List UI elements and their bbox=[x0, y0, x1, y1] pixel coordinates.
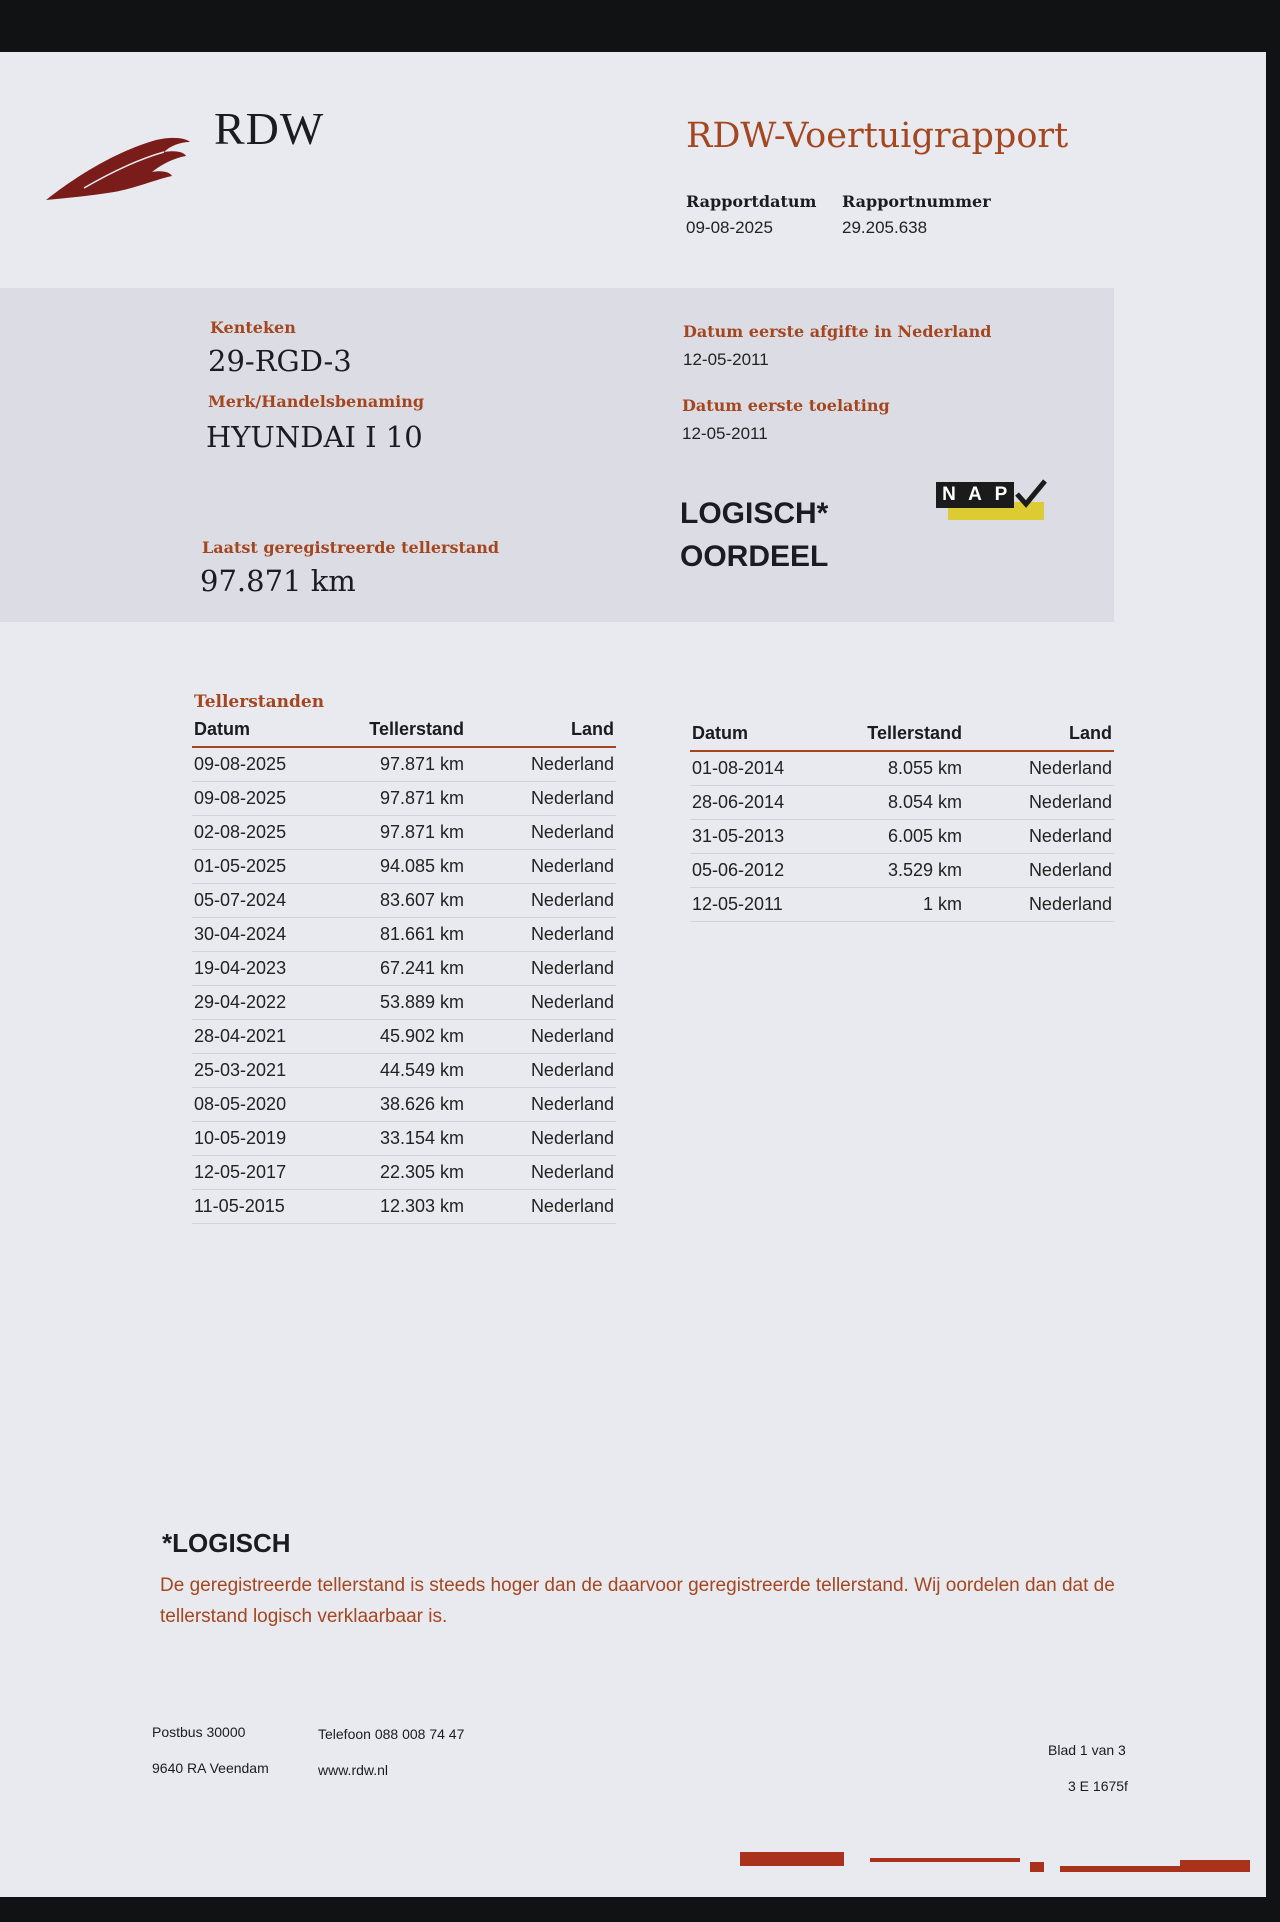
make-label: Merk/Handelsbenaming bbox=[208, 392, 425, 411]
logisch-title-text: LOGISCH bbox=[172, 1528, 291, 1558]
cell-km: 12.303 km bbox=[344, 1190, 464, 1224]
table-row bbox=[690, 854, 1114, 888]
cell-km: 97.871 km bbox=[344, 816, 464, 850]
cell-km: 8.054 km bbox=[842, 786, 962, 820]
cell-country: Nederland bbox=[962, 820, 1114, 854]
cell-country: Nederland bbox=[464, 986, 616, 1020]
verdict-line-2: OORDEEL bbox=[680, 540, 829, 573]
footer-city: 9640 RA Veendam bbox=[152, 1760, 269, 1776]
table-row bbox=[192, 1054, 616, 1088]
table-row bbox=[192, 1088, 616, 1122]
header-country: Land bbox=[962, 720, 1114, 751]
header-date: Datum bbox=[690, 720, 842, 751]
logisch-explanation: De geregistreerde tellerstand is steeds hoger dan de daarvoor geregistreerde tellerstand. Wij oordelen dan dat de tellerstand logisch verklaarbaar is. bbox=[160, 1575, 1115, 1627]
cell-date: 09-08-2025 bbox=[192, 747, 344, 782]
cell-km: 38.626 km bbox=[344, 1088, 464, 1122]
readings-title: Tellerstanden bbox=[194, 692, 325, 712]
nap-letter-a: A bbox=[962, 482, 988, 508]
cell-date: 25-03-2021 bbox=[192, 1054, 344, 1088]
brand-name: RDW bbox=[214, 103, 325, 154]
header-km: Tellerstand bbox=[344, 716, 464, 747]
cell-km: 45.902 km bbox=[344, 1020, 464, 1054]
footer-code: 3 E 1675f bbox=[1068, 1778, 1128, 1794]
plate-value: 29-RGD-3 bbox=[208, 344, 352, 378]
cell-country: Nederland bbox=[464, 816, 616, 850]
cell-km: 97.871 km bbox=[344, 782, 464, 816]
table-row bbox=[192, 850, 616, 884]
table-row bbox=[690, 751, 1114, 786]
odometer-value: 97.871 km bbox=[200, 564, 356, 598]
cell-km: 44.549 km bbox=[344, 1054, 464, 1088]
cell-km: 81.661 km bbox=[344, 918, 464, 952]
logisch-title: *LOGISCH bbox=[162, 1528, 291, 1558]
cell-date: 29-04-2022 bbox=[192, 986, 344, 1020]
footer-page-number: Blad 1 van 3 bbox=[1048, 1742, 1126, 1758]
cell-country: Nederland bbox=[464, 884, 616, 918]
cell-km: 1 km bbox=[842, 888, 962, 922]
table-row bbox=[192, 1020, 616, 1054]
header-km: Tellerstand bbox=[842, 720, 962, 751]
table-row bbox=[192, 884, 616, 918]
cell-date: 31-05-2013 bbox=[690, 820, 842, 854]
header-country: Land bbox=[464, 716, 616, 747]
report-date-value: 09-08-2025 bbox=[686, 218, 773, 237]
cell-date: 05-07-2024 bbox=[192, 884, 344, 918]
cell-date: 28-06-2014 bbox=[690, 786, 842, 820]
table-row bbox=[690, 820, 1114, 854]
cell-km: 83.607 km bbox=[344, 884, 464, 918]
cell-date: 02-08-2025 bbox=[192, 816, 344, 850]
report-date-label: Rapportdatum bbox=[686, 192, 817, 211]
cell-date: 12-05-2017 bbox=[192, 1156, 344, 1190]
cell-date: 05-06-2012 bbox=[690, 854, 842, 888]
first-nl-label: Datum eerste afgifte in Nederland bbox=[683, 322, 992, 341]
nap-letter-p: P bbox=[988, 482, 1014, 508]
table-header-row bbox=[192, 716, 616, 747]
cell-date: 19-04-2023 bbox=[192, 952, 344, 986]
table-header-row bbox=[690, 720, 1114, 751]
cell-km: 22.305 km bbox=[344, 1156, 464, 1190]
cell-date: 01-08-2014 bbox=[690, 751, 842, 786]
report-number-label: Rapportnummer bbox=[842, 192, 991, 211]
cell-date: 08-05-2020 bbox=[192, 1088, 344, 1122]
table-row bbox=[192, 1190, 616, 1224]
cell-km: 94.085 km bbox=[344, 850, 464, 884]
footer-stripe-2 bbox=[870, 1858, 1020, 1862]
rdw-feather-logo-icon bbox=[44, 130, 194, 206]
verdict-line-1: LOGISCH* bbox=[680, 497, 829, 530]
cell-country: Nederland bbox=[962, 786, 1114, 820]
cell-country: Nederland bbox=[464, 1190, 616, 1224]
cell-km: 3.529 km bbox=[842, 854, 962, 888]
table-row bbox=[192, 816, 616, 850]
make-value: HYUNDAI I 10 bbox=[206, 420, 423, 454]
cell-km: 8.055 km bbox=[842, 751, 962, 786]
first-admission-label: Datum eerste toelating bbox=[682, 396, 890, 415]
footer-postbus: Postbus 30000 bbox=[152, 1724, 246, 1740]
cell-country: Nederland bbox=[464, 1088, 616, 1122]
nap-keurmerk bbox=[936, 482, 1050, 524]
cell-country: Nederland bbox=[962, 751, 1114, 786]
footer-web[interactable]: www.rdw.nl bbox=[318, 1762, 389, 1778]
cell-country: Nederland bbox=[464, 952, 616, 986]
cell-km: 33.154 km bbox=[344, 1122, 464, 1156]
report-page bbox=[0, 52, 1266, 1897]
footer-phone: Telefoon 088 008 74 47 bbox=[318, 1726, 465, 1742]
cell-date: 11-05-2015 bbox=[192, 1190, 344, 1224]
report-number-value: 29.205.638 bbox=[842, 218, 928, 237]
report-title: RDW-Voertuigrapport bbox=[686, 116, 1069, 156]
verdict bbox=[680, 492, 828, 578]
table-row bbox=[690, 888, 1114, 922]
cell-km: 97.871 km bbox=[344, 747, 464, 782]
table-row bbox=[192, 747, 616, 782]
table-row bbox=[192, 1122, 616, 1156]
cell-date: 12-05-2011 bbox=[690, 888, 842, 922]
table-row bbox=[192, 918, 616, 952]
nap-letter-n: N bbox=[936, 482, 962, 508]
cell-country: Nederland bbox=[464, 918, 616, 952]
cell-country: Nederland bbox=[962, 888, 1114, 922]
cell-date: 09-08-2025 bbox=[192, 782, 344, 816]
cell-country: Nederland bbox=[464, 782, 616, 816]
table-row bbox=[192, 1156, 616, 1190]
check-icon bbox=[1014, 478, 1048, 510]
table-row bbox=[192, 952, 616, 986]
cell-country: Nederland bbox=[464, 1054, 616, 1088]
readings-table-left bbox=[192, 716, 616, 1224]
cell-date: 10-05-2019 bbox=[192, 1122, 344, 1156]
cell-date: 01-05-2025 bbox=[192, 850, 344, 884]
cell-country: Nederland bbox=[464, 1020, 616, 1054]
table-row bbox=[192, 782, 616, 816]
cell-country: Nederland bbox=[962, 854, 1114, 888]
header-date: Datum bbox=[192, 716, 344, 747]
cell-km: 67.241 km bbox=[344, 952, 464, 986]
footer-stripe-3 bbox=[1030, 1862, 1044, 1872]
table-row bbox=[192, 986, 616, 1020]
footer-stripe-5 bbox=[1180, 1860, 1250, 1872]
cell-km: 53.889 km bbox=[344, 986, 464, 1020]
readings-table-right bbox=[690, 720, 1114, 922]
first-nl-value: 12-05-2011 bbox=[683, 350, 769, 369]
cell-km: 6.005 km bbox=[842, 820, 962, 854]
odometer-label: Laatst geregistreerde tellerstand bbox=[202, 538, 500, 557]
cell-country: Nederland bbox=[464, 1156, 616, 1190]
plate-label: Kenteken bbox=[210, 318, 296, 337]
first-admission-value: 12-05-2011 bbox=[682, 424, 768, 443]
cell-country: Nederland bbox=[464, 747, 616, 782]
cell-date: 30-04-2024 bbox=[192, 918, 344, 952]
cell-country: Nederland bbox=[464, 850, 616, 884]
footer-stripe-1 bbox=[740, 1852, 844, 1866]
cell-date: 28-04-2021 bbox=[192, 1020, 344, 1054]
cell-country: Nederland bbox=[464, 1122, 616, 1156]
table-row bbox=[690, 786, 1114, 820]
